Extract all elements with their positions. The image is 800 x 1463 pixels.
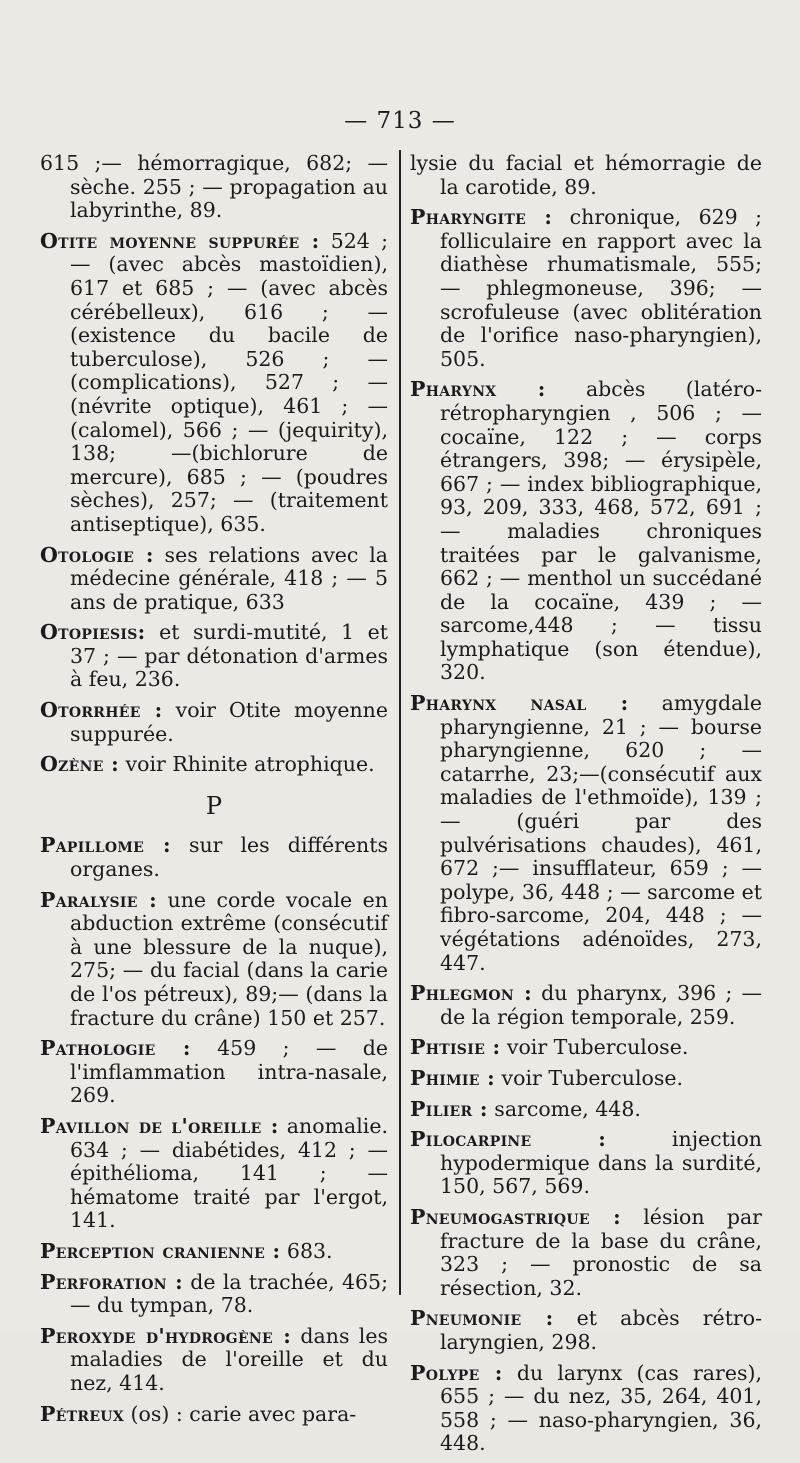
- index-entry-polype: [410, 1362, 762, 1456]
- entry-text: anomalie. 634 ; — diabétides, 412 ; — épithélioma, 141 ; — hématome traité par l'ergot, 141.: [70, 1113, 388, 1233]
- index-column-right: [410, 152, 762, 1463]
- entry-text: dans les maladies de l'oreille et du nez, 414.: [70, 1323, 389, 1395]
- entry-text: du pharynx, 396 ; — de la région temporale, 259.: [440, 981, 762, 1029]
- entry-heading: Paralysie :: [40, 887, 158, 912]
- entry-heading: Pilocarpine :: [410, 1127, 607, 1152]
- entry-heading: Otite moyenne suppurée :: [40, 228, 320, 253]
- entry-heading: Peroxyde d'hydrogène :: [40, 1323, 292, 1348]
- index-entry-papillome: [40, 834, 388, 881]
- index-entry-pharynx-nasal: [410, 692, 762, 975]
- index-entry-ozene: [40, 753, 388, 777]
- entry-text: (os) : carie avec para-: [123, 1401, 357, 1426]
- index-entry-phtisie: [410, 1036, 762, 1060]
- entry-text: voir Tuberculose.: [495, 1065, 684, 1090]
- index-entry-cont2: [410, 152, 762, 199]
- entry-heading: Otorrhée :: [40, 698, 163, 723]
- section-letter: P: [205, 791, 223, 820]
- entry-text: lysie du facial et hémorragie de la carotide, 89.: [410, 151, 762, 199]
- index-entry-pharyngite: [410, 206, 762, 371]
- entry-heading: Otopiesis:: [40, 620, 146, 645]
- index-entry-perforation: [40, 1271, 388, 1318]
- entry-text: et abcès rétro-laryngien, 298.: [440, 1306, 762, 1354]
- index-entry-petreux: [40, 1403, 388, 1427]
- entry-text: voir Otite moyenne suppurée.: [70, 698, 388, 746]
- entry-text: sur les différents organes.: [70, 833, 388, 882]
- entry-text: chronique, 629 ; folliculaire en rapport avec la diathèse rhumatismale, 555; — phlegmoneuse, 396; — scrofuleuse (avec oblitération de l'orifice naso-pharyngien), 505.: [440, 205, 762, 371]
- entry-text: voir Tuberculose.: [500, 1035, 689, 1060]
- entry-heading: Pneumonie :: [410, 1306, 554, 1331]
- index-entry-otopiesis: [40, 621, 388, 692]
- entry-text: injection hypodermique dans la surdité, 150, 567, 569.: [440, 1127, 762, 1199]
- entry-heading: Pilier :: [410, 1096, 488, 1121]
- column-divider: [399, 150, 401, 1295]
- entry-heading: Pétreux: [40, 1401, 124, 1426]
- entry-text: abcès (latéro-rétropharyngien , 506 ; — cocaïne, 122 ; — corps étrangers, 398; — érysipèle, 667 ; — index bibliographique, 93, 209, 333, 468, 572, 691 ; — maladies chroniques traitées par le galvanisme, 662 ; — menthol un succédané de la cocaïne, 439 ; — sarcome,448 ; — tissu lymphatique (son étendue), 320.: [440, 377, 762, 685]
- entry-text: et surdi-mutité, 1 et 37 ; — par détonation d'armes à feu, 236.: [70, 620, 388, 692]
- entry-heading: Phimie :: [410, 1065, 496, 1090]
- index-entry-phimie: [410, 1067, 762, 1091]
- index-entry-cont1: [40, 152, 388, 223]
- index-entry-perception: [40, 1240, 388, 1264]
- entry-text: une corde vocale en abduction extrême (consécutif à une blessure de la nuque), 275; — du facial (dans la carie de l'os pétreux), 89;— (dans la fracture du crâne) 150 et 257.: [70, 887, 388, 1030]
- page-number: — 713 —: [344, 108, 456, 134]
- index-entry-otorrhee: [40, 699, 388, 746]
- entry-heading: Perforation :: [40, 1269, 183, 1294]
- entry-text: de la trachée, 465; — du tympan, 78.: [70, 1269, 388, 1318]
- index-column-left: [40, 152, 388, 1433]
- index-entry-otologie: [40, 544, 388, 615]
- entry-heading: Perception cranienne :: [40, 1238, 281, 1263]
- entry-heading: Pathologie :: [40, 1036, 191, 1061]
- entry-text: 683.: [280, 1238, 333, 1263]
- entry-heading: Pharynx nasal :: [410, 691, 629, 716]
- index-entry-peroxyde: [40, 1325, 388, 1396]
- index-entry-phlegmon: [410, 982, 762, 1029]
- entry-heading: Ozène :: [40, 752, 120, 777]
- entry-text: 524 ; — (avec abcès mastoïdien), 617 et 685 ; — (avec abcès cérébelleux), 616 ; — (existence du bacile de tuberculose), 526 ; — (complications), 527 ; — (névrite optique), 461 ; — (calomel), 566 ; — (jequirity), 138; —(bichlorure de mercure), 685 ; — (poudres sèches), 257; — (traitement antiseptique), 635.: [70, 228, 388, 536]
- index-entry-pathologie: [40, 1037, 388, 1108]
- entry-heading: Pharynx :: [410, 377, 546, 402]
- index-entry-otite: [40, 230, 388, 537]
- index-entry-pilier: [410, 1098, 762, 1122]
- entry-heading: Otologie :: [40, 542, 154, 567]
- index-entry-pharynx: [410, 378, 762, 685]
- index-entry-pavillon: [40, 1115, 388, 1233]
- index-entry-paralysie: [40, 889, 388, 1031]
- entry-heading: Pharyngite :: [410, 205, 553, 230]
- index-entry-pneumogastrique: [410, 1206, 762, 1300]
- entry-text: sarcome, 448.: [487, 1096, 641, 1121]
- entry-heading: Polype :: [410, 1360, 503, 1385]
- entry-text: voir Rhinite atrophique.: [119, 752, 375, 777]
- entry-heading: Pneumogastrique :: [410, 1204, 621, 1229]
- entry-heading: Pavillon de l'oreille :: [40, 1113, 279, 1138]
- entry-text: 459 ; — de l'imflammation intra-nasale, 269.: [70, 1036, 389, 1108]
- entry-heading: Papillome :: [40, 833, 171, 858]
- entry-text: 615 ;— hémorragique, 682; — sèche. 255 ; — propagation au labyrinthe, 89.: [40, 151, 388, 223]
- entry-heading: Phtisie :: [410, 1035, 501, 1060]
- entry-heading: Phlegmon :: [410, 981, 532, 1006]
- entry-text: lésion par fracture de la base du crâne, 323 ; — pronostic de sa résection, 32.: [440, 1204, 762, 1300]
- entry-text: ses relations avec la médecine générale, 418 ; — 5 ans de pratique, 633: [70, 542, 388, 614]
- entry-text: amygdale pharyngienne, 21 ; — bourse pharyngienne, 620 ; — catarrhe, 23;—(consécutif aux maladies de l'ethmoïde), 139 ; — (guéri par des pulvérisations chaudes), 461, 672 ;— insufflateur, 659 ; — polype, 36, 448 ; — sarcome et fibro-sarcome, 204, 448 ; — végétations adénoïdes, 273, 447.: [440, 691, 762, 975]
- entry-text: du larynx (cas rares), 655 ; — du nez, 35, 264, 401, 558 ; — naso-pharyngien, 36, 448.: [440, 1360, 762, 1456]
- index-entry-pilocarpine: [410, 1128, 762, 1199]
